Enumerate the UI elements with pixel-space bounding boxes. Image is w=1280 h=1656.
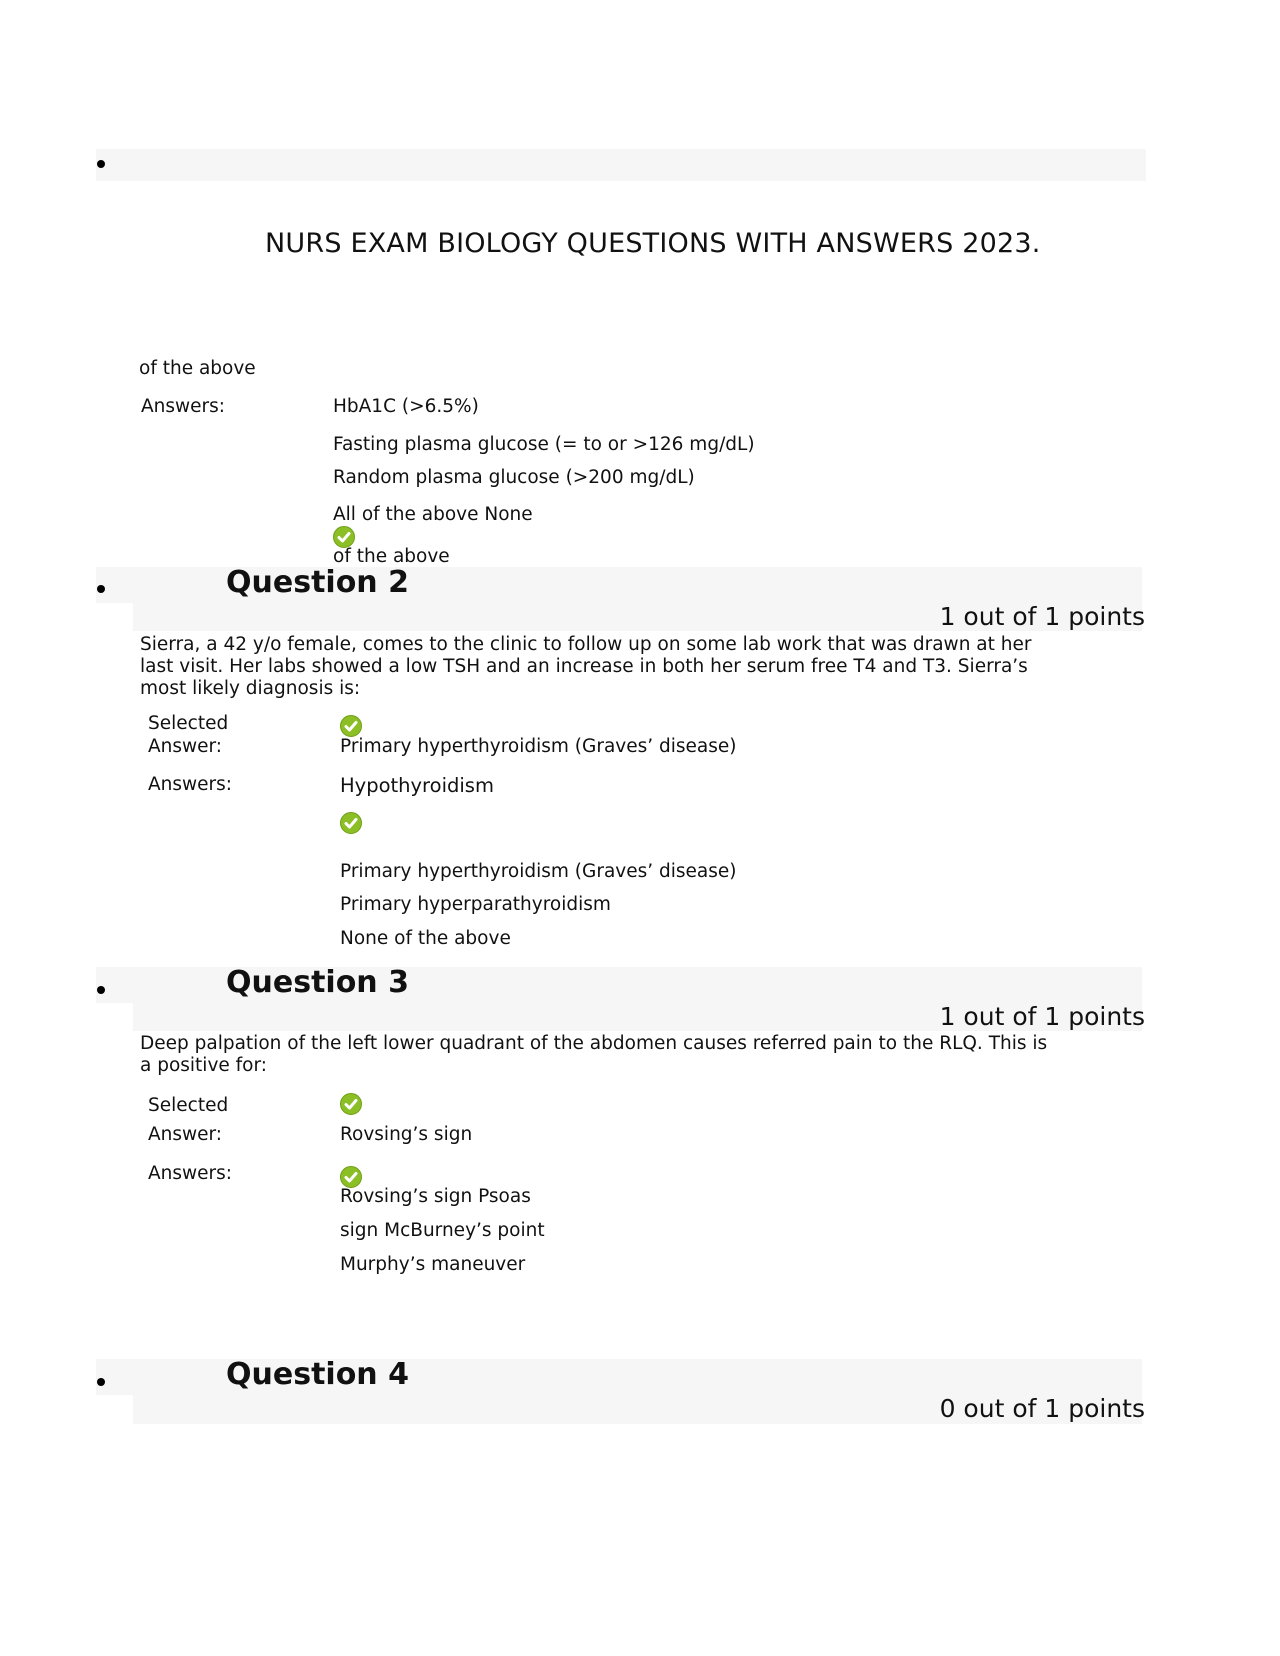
- question-title: Question 4: [226, 1357, 409, 1392]
- question-text: Deep palpation of the left lower quadrant of the abdomen causes referred pain to the RLQ. This is a positive for:: [140, 1033, 1048, 1076]
- question-points: 1 out of 1 points: [939, 602, 1145, 631]
- answers-label: Answers:: [148, 774, 233, 795]
- answers-label: Answers:: [141, 396, 226, 417]
- answer-option: None of the above: [340, 928, 511, 949]
- answer-option: All of the above None: [333, 504, 533, 525]
- selected-answer: Rovsing’s sign: [340, 1124, 473, 1145]
- document-title: [265, 228, 1041, 259]
- document-title-suffix: .: [1031, 228, 1041, 259]
- answer-option: Random plasma glucose (>200 mg/dL): [333, 467, 695, 488]
- bullet-icon: [97, 160, 105, 168]
- answer-option: Primary hyperthyroidism (Graves’ disease): [340, 861, 737, 882]
- bullet-icon: [97, 1378, 105, 1386]
- answer-option: Rovsing’s sign Psoas: [340, 1186, 531, 1207]
- selected-answer: Primary hyperthyroidism (Graves’ disease): [340, 736, 737, 757]
- check-icon: [340, 715, 362, 737]
- check-icon: [340, 1093, 362, 1115]
- answer-option: sign McBurney’s point: [340, 1220, 545, 1241]
- top-bar: [96, 149, 1146, 181]
- check-icon: [340, 1166, 362, 1188]
- answer-option: HbA1C (>6.5%): [333, 396, 479, 417]
- answer-option: Primary hyperparathyroidism: [340, 894, 611, 915]
- prev-line: of the above: [139, 358, 256, 379]
- bullet-icon: [97, 585, 105, 593]
- answer-option: Fasting plasma glucose (= to or >126 mg/dL): [333, 434, 755, 455]
- answers-label: Answers:: [148, 1163, 233, 1184]
- check-icon: [333, 526, 355, 548]
- question-title: Question 2: [226, 565, 409, 600]
- answer-option: Murphy’s maneuver: [340, 1254, 526, 1275]
- document-title-text: NURS EXAM BIOLOGY QUESTIONS WITH ANSWERS 2023: [265, 228, 1032, 259]
- selected-label: Selected: [148, 713, 229, 734]
- question-title: Question 3: [226, 965, 409, 1000]
- question-text: Sierra, a 42 y/o female, comes to the clinic to follow up on some lab work that was drawn at her last visit. Her labs showed a low TSH and an increase in both her serum free T4 and T3. Sierra’s most likely diagnosis is:: [140, 634, 1032, 699]
- bullet-icon: [97, 986, 105, 994]
- answer-label: Answer:: [148, 1124, 223, 1145]
- question-points: 0 out of 1 points: [939, 1394, 1145, 1423]
- answer-option: of the above: [333, 546, 450, 567]
- answer-option: Hypothyroidism: [340, 774, 494, 797]
- question-points: 1 out of 1 points: [939, 1002, 1145, 1031]
- selected-label: Selected: [148, 1095, 229, 1116]
- answer-label: Answer:: [148, 736, 223, 757]
- check-icon: [340, 812, 362, 834]
